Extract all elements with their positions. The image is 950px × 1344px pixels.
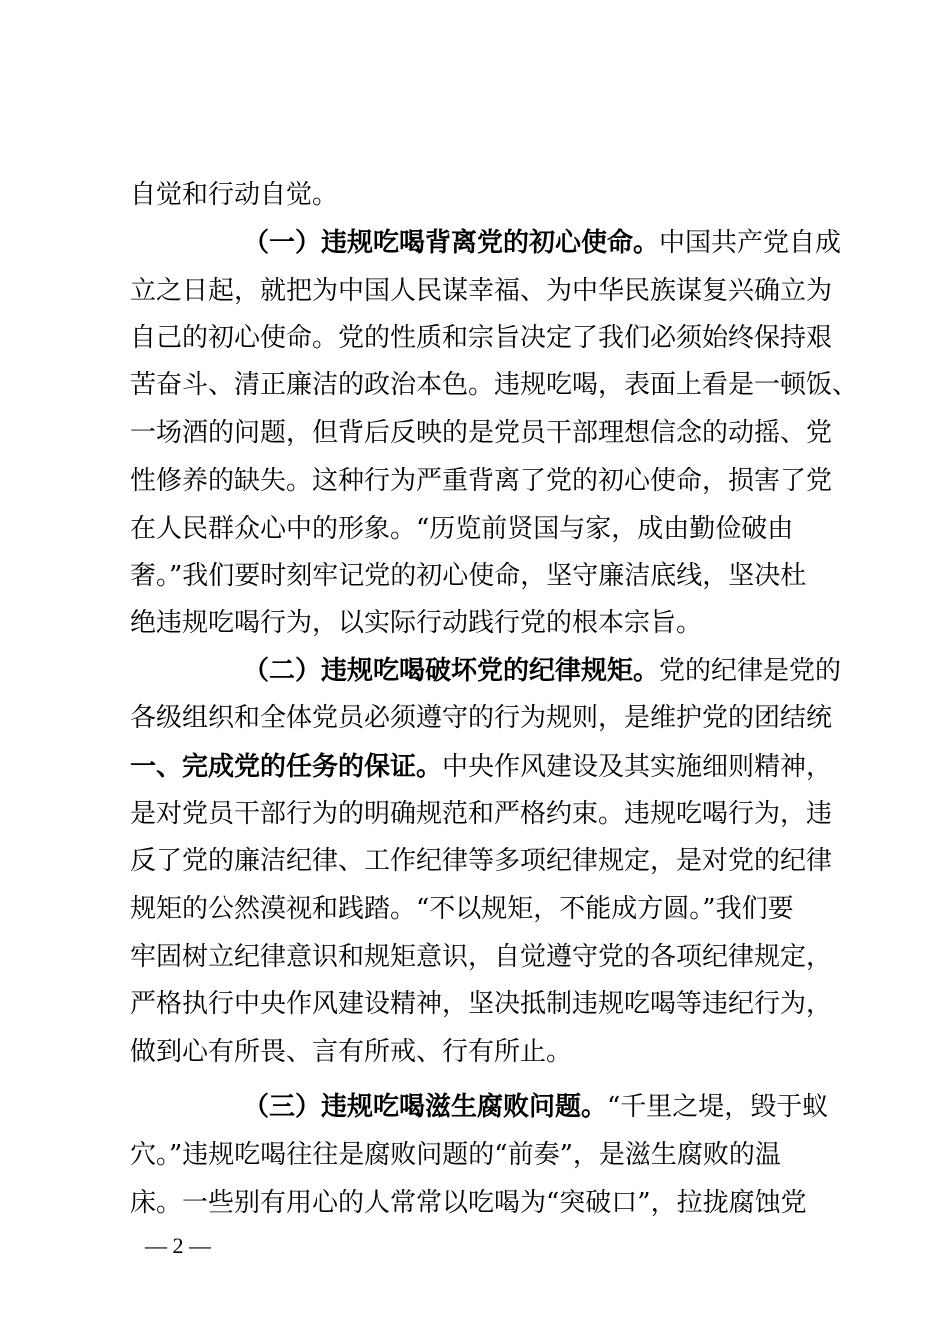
- text-line: 规矩的公然漠视和践踏。“不以规矩，不能成方圆。”我们要: [130, 894, 794, 924]
- section-2-heading: （二）违规吃喝破坏党的纪律规矩。: [243, 656, 660, 686]
- text-line: 性修养的缺失。这种行为严重背离了党的初心使命，损害了党: [130, 466, 833, 496]
- text-line: 绝违规吃喝行为，以实际行动践行党的根本宗旨。: [130, 608, 703, 638]
- section-3-paragraph-start: [243, 1092, 830, 1122]
- page-number: — 2 —: [145, 1233, 211, 1258]
- text-line: 奢。”我们要时刻牢记党的初心使命，坚守廉洁底线，坚决杜: [130, 561, 807, 591]
- text-line: 反了党的廉洁纪律、工作纪律等多项纪律规定，是对党的纪律: [130, 846, 833, 876]
- text-line-mixed: [130, 752, 833, 782]
- section-3-text: “千里之堤，毁于蚁: [607, 1092, 829, 1122]
- section-2-paragraph-start: [243, 656, 842, 686]
- section-1-text: 中国共产党自成: [659, 228, 842, 258]
- text-line: 在人民群众心中的形象。“历览前贤国与家，成由勤俭破由: [130, 514, 794, 544]
- section-1-paragraph-start: [243, 228, 842, 258]
- section-1-heading: （一）违规吃喝背离党的初心使命。: [243, 228, 660, 258]
- text-line: 自觉和行动自觉。: [130, 180, 339, 210]
- text-line: 自己的初心使命。党的性质和宗旨决定了我们必须始终保持艰: [130, 323, 833, 353]
- text-line: 是对党员干部行为的明确规范和严格约束。违规吃喝行为，违: [130, 799, 833, 829]
- bold-phrase: 一、完成党的任务的保证。: [130, 752, 443, 782]
- text-line: 一场酒的问题，但背后反映的是党员干部理想信念的动摇、党: [130, 418, 833, 448]
- text-line: 各级组织和全体党员必须遵守的行为规则，是维护党的团结统: [130, 703, 833, 733]
- text-line: 立之日起，就把为中国人民谋幸福、为中华民族谋复兴确立为: [130, 276, 833, 306]
- text-line: 苦奋斗、清正廉洁的政治本色。违规吃喝，表面上看是一顿饭、: [130, 370, 859, 400]
- text-line: 床。一些别有用心的人常常以吃喝为“突破口”，拉拢腐蚀党: [130, 1188, 807, 1218]
- section-2-text: 党的纪律是党的: [659, 656, 842, 686]
- text-line: 牢固树立纪律意识和规矩意识，自觉遵守党的各项纪律规定，: [130, 942, 833, 972]
- text-line: 严格执行中央作风建设精神，坚决抵制违规吃喝等违纪行为，: [130, 989, 833, 1019]
- section-3-heading: （三）违规吃喝滋生腐败问题。: [243, 1092, 608, 1122]
- text-fragment: 中央作风建设及其实施细则精神，: [442, 752, 833, 782]
- text-line: 穴。”违规吃喝往往是腐败问题的“前奏”，是滋生腐败的温: [130, 1140, 781, 1170]
- text-line: 做到心有所畏、言有所戒、行有所止。: [130, 1037, 573, 1067]
